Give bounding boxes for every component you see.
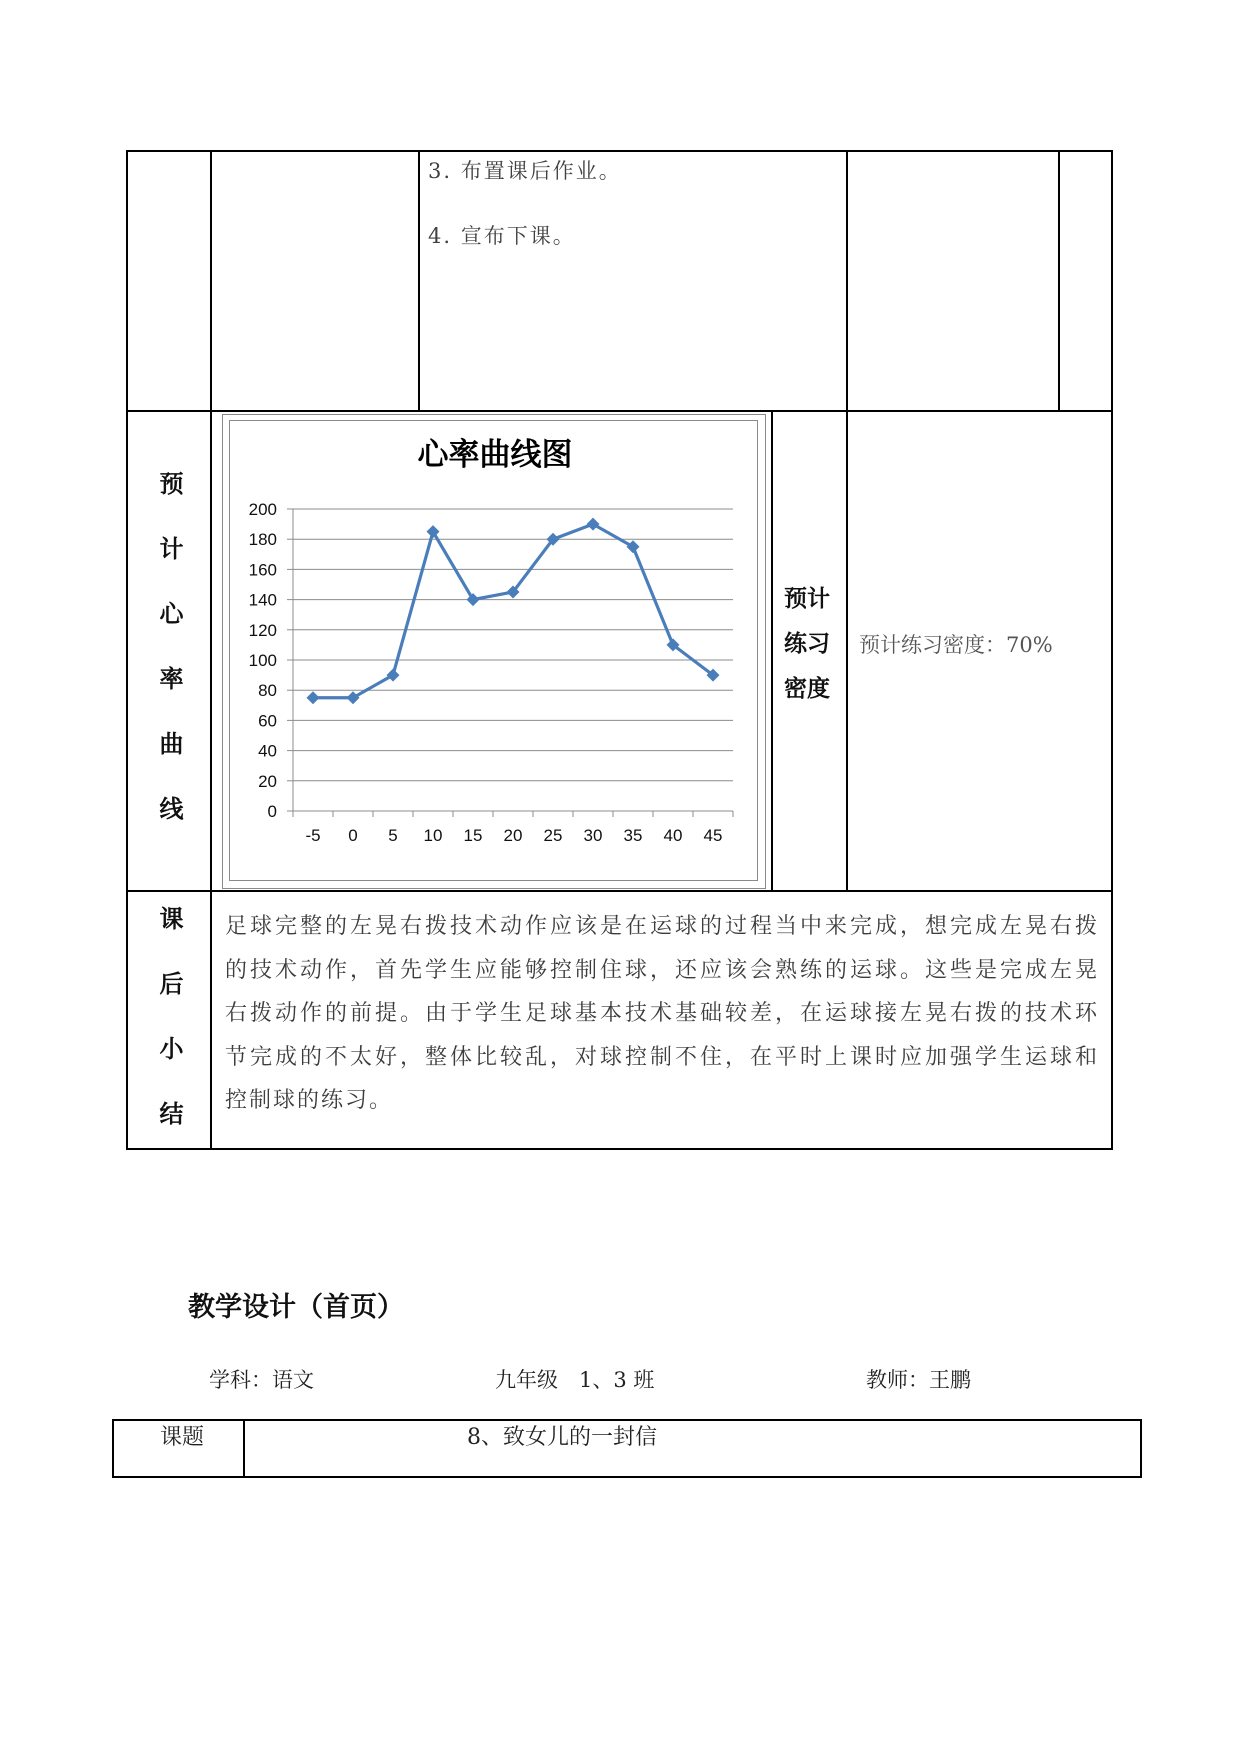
table-rule [112,1419,114,1478]
data-point-marker [307,691,320,704]
x-tick-label: 40 [663,826,683,845]
section-heading: 教学设计（首页） [188,1292,404,1323]
y-tick-label: 60 [258,711,277,731]
summary-line: 的技术动作，首先学生应能够控制住球，还应该会熟练的运球。这些是完成左晃 [225,957,1099,983]
table-rule [771,410,773,891]
x-tick-label: 25 [543,826,563,845]
table-rule [126,150,128,1150]
data-point-marker [387,669,400,682]
y-tick-label: 40 [258,741,277,761]
practice-density-label: 预计练习密度 [784,586,830,702]
data-point-marker [427,525,440,538]
summary-line: 节完成的不太好，整体比较乱，对球控制不住，在平时上课时应加强学生运球和 [225,1044,1099,1070]
x-tick-label: 30 [583,826,603,845]
summary-line: 右拨动作的前提。由于学生足球基本技术基础较差，在运球接左晃右拨的技术环 [225,1001,1099,1027]
data-point-marker [347,691,360,704]
chart-plot-area [249,500,733,845]
y-tick-label: 120 [248,620,277,640]
data-point-marker [627,540,640,553]
data-point-marker [467,593,480,606]
data-point-marker [587,518,600,531]
y-tick-label: 100 [248,651,277,670]
teacher-info: 教师：王鹏 [866,1368,971,1392]
x-tick-label: 15 [463,826,483,845]
series-line [313,524,713,698]
heart-rate-chart [229,420,758,880]
table-rule [126,1148,1113,1150]
chart-title: 心率曲线图 [417,437,573,473]
procedure-step: 4. 宣布下课。 [428,224,576,248]
table-rule [846,410,848,891]
summary-line: 足球完整的左晃右拨技术动作应该是在运球的过程当中来完成，想完成左晃右拨 [225,914,1099,939]
y-tick-label: 180 [248,530,277,550]
x-tick-label: 0 [348,826,358,845]
y-tick-label: 20 [258,771,277,791]
y-tick-label: 140 [248,590,277,610]
x-tick-label: 5 [388,826,398,845]
topic-value: 8、致女儿的一封信 [467,1425,657,1450]
topic-label: 课题 [160,1425,205,1450]
table-rule [1140,1419,1142,1478]
y-tick-label: 160 [248,560,277,580]
summary-text [225,905,1099,1123]
table-rule [126,890,1113,892]
table-rule [126,150,1113,152]
table-rule [1058,150,1060,411]
summary-row-label: 课后小结 [155,906,183,1166]
subject-info: 学科：语文 [209,1368,314,1392]
table-rule [126,410,1113,412]
table-rule [418,150,420,411]
y-tick-label: 0 [267,802,277,821]
table-rule [112,1476,1142,1478]
table-rule [1111,150,1113,1150]
table-rule [846,150,848,411]
table-rule [243,1419,245,1478]
grade-class-info: 九年级 1、3 班 [495,1368,655,1392]
heart-rate-row-label: 预计心率曲线 [155,471,183,861]
procedure-step: 3. 布置课后作业。 [428,159,622,183]
practice-density-value: 预计练习密度：70% [859,633,1053,657]
x-tick-label: 35 [623,826,643,845]
x-tick-label: 20 [503,826,523,845]
summary-line: 控制球的练习。 [225,1088,394,1114]
x-tick-label: 45 [703,826,723,845]
table-rule [112,1419,1142,1421]
x-tick-label: -5 [305,826,321,845]
table-rule [210,150,212,1150]
y-tick-label: 80 [258,681,277,701]
y-tick-label: 200 [248,500,277,519]
x-tick-label: 10 [423,826,443,845]
